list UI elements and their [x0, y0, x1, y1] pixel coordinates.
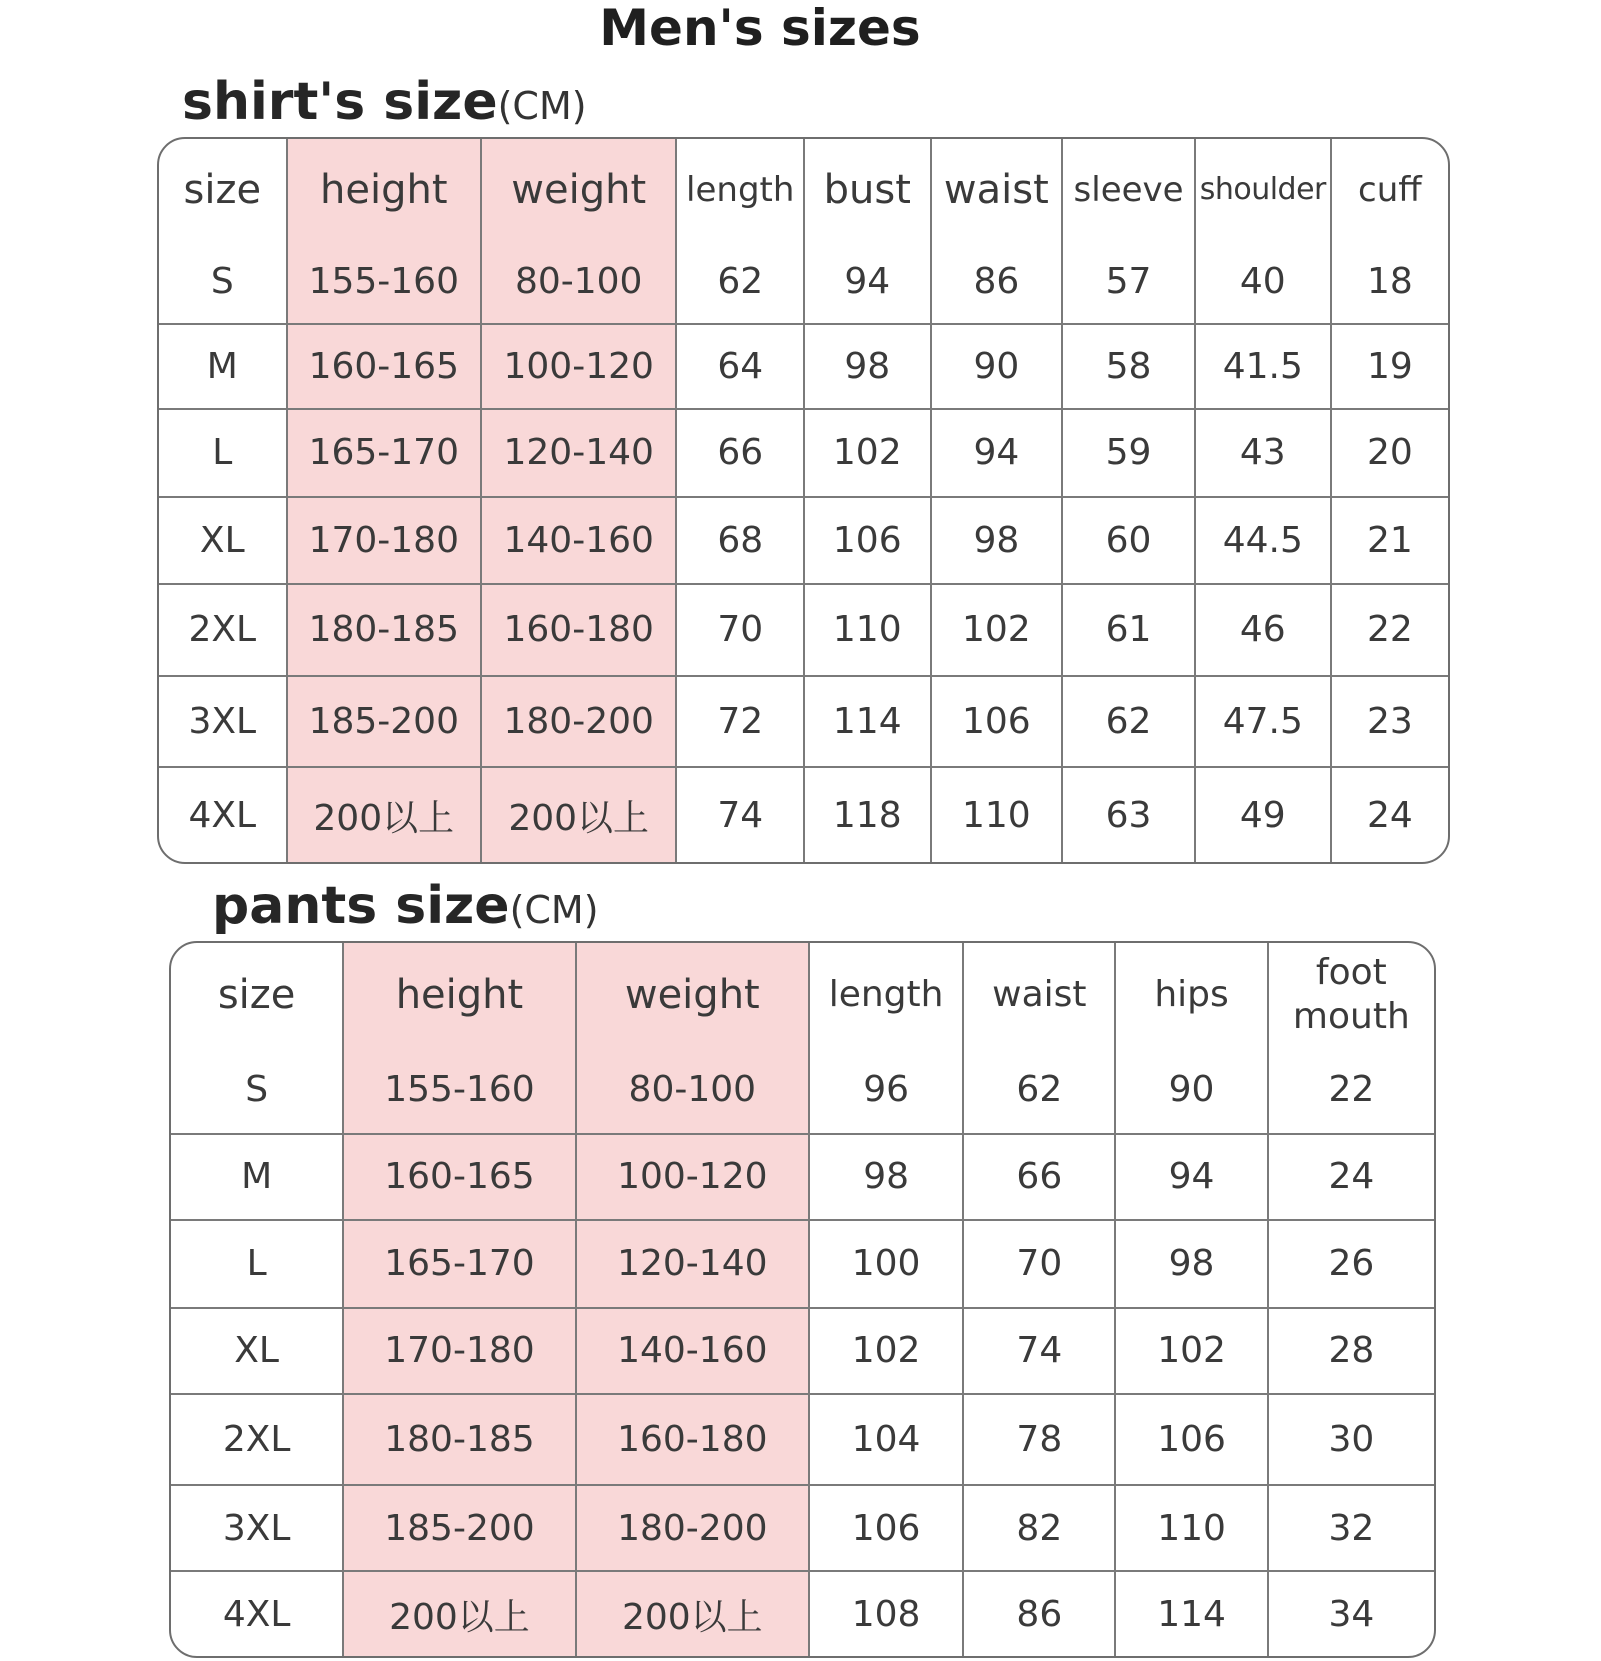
pants-header-hips: hips [1115, 943, 1267, 1047]
shirt-cell-shoulder: 49 [1195, 767, 1331, 862]
shirt-cell-sleeve: 59 [1062, 409, 1195, 497]
shirt-header-shoulder: shoulder [1195, 139, 1331, 240]
shirt-cell-size: M [159, 324, 287, 410]
pants-cell-hips: 114 [1115, 1571, 1267, 1656]
pants-row-4XL [171, 1571, 1434, 1656]
pants-row-3XL [171, 1485, 1434, 1572]
pants-cell-weight: 100-120 [576, 1134, 809, 1221]
shirt-header-bust: bust [804, 139, 931, 240]
shirt-cell-weight: 180-200 [481, 676, 676, 768]
shirt-cell-bust: 110 [804, 584, 931, 676]
shirt-size-table [159, 139, 1448, 862]
pants-cell-size: XL [171, 1308, 343, 1395]
pants-cell-foot-mouth: 24 [1268, 1134, 1434, 1221]
pants-row-S [171, 1047, 1434, 1134]
pants-header-waist: waist [963, 943, 1115, 1047]
pants-cell-length: 106 [809, 1485, 963, 1572]
shirt-cell-height: 165-170 [287, 409, 481, 497]
pants-cell-foot-mouth: 30 [1268, 1394, 1434, 1485]
shirt-cell-height: 180-185 [287, 584, 481, 676]
pants-unit-label: (CM) [509, 888, 599, 932]
pants-cell-hips: 102 [1115, 1308, 1267, 1395]
shirt-cell-height: 160-165 [287, 324, 481, 410]
shirt-cell-sleeve: 60 [1062, 497, 1195, 585]
pants-cell-length: 98 [809, 1134, 963, 1221]
shirt-cell-shoulder: 47.5 [1195, 676, 1331, 768]
shirt-cell-size: L [159, 409, 287, 497]
shirt-row-XL [159, 497, 1448, 585]
shirt-cell-size: S [159, 240, 287, 324]
pants-cell-height: 180-185 [343, 1394, 575, 1485]
shirt-cell-size: XL [159, 497, 287, 585]
pants-row-L [171, 1220, 1434, 1308]
pants-cell-waist: 86 [963, 1571, 1115, 1656]
shirt-cell-height: 155-160 [287, 240, 481, 324]
pants-row-2XL [171, 1394, 1434, 1485]
shirt-cell-length: 64 [676, 324, 804, 410]
shirt-cell-sleeve: 58 [1062, 324, 1195, 410]
pants-cell-weight: 180-200 [576, 1485, 809, 1572]
shirt-cell-cuff: 19 [1331, 324, 1448, 410]
shirt-cell-shoulder: 41.5 [1195, 324, 1331, 410]
pants-cell-height: 170-180 [343, 1308, 575, 1395]
shirt-header-waist: waist [931, 139, 1063, 240]
pants-header-height: height [343, 943, 575, 1047]
shirt-row-L [159, 409, 1448, 497]
shirt-cell-sleeve: 61 [1062, 584, 1195, 676]
shirt-row-3XL [159, 676, 1448, 768]
shirt-cell-size: 2XL [159, 584, 287, 676]
shirt-cell-weight: 200以上 [481, 767, 676, 862]
pants-cell-waist: 62 [963, 1047, 1115, 1134]
shirt-unit-label: (CM) [497, 84, 587, 128]
shirt-title-text: shirt's size [182, 72, 498, 132]
pants-header-weight: weight [576, 943, 809, 1047]
pants-header-size: size [171, 943, 343, 1047]
shirt-cell-weight: 100-120 [481, 324, 676, 410]
shirt-cell-bust: 118 [804, 767, 931, 862]
pants-cell-size: 2XL [171, 1394, 343, 1485]
pants-cell-size: S [171, 1047, 343, 1134]
shirt-cell-waist: 90 [931, 324, 1063, 410]
shirt-cell-length: 72 [676, 676, 804, 768]
pants-cell-waist: 70 [963, 1220, 1115, 1308]
shirt-cell-weight: 120-140 [481, 409, 676, 497]
shirt-cell-size: 3XL [159, 676, 287, 768]
shirt-header-height: height [287, 139, 481, 240]
shirt-cell-height: 170-180 [287, 497, 481, 585]
shirt-cell-bust: 98 [804, 324, 931, 410]
shirt-cell-height: 200以上 [287, 767, 481, 862]
shirt-header-size: size [159, 139, 287, 240]
pants-cell-height: 200以上 [343, 1571, 575, 1656]
pants-header-length: length [809, 943, 963, 1047]
pants-cell-foot-mouth: 26 [1268, 1220, 1434, 1308]
pants-cell-hips: 98 [1115, 1220, 1267, 1308]
shirt-cell-size: 4XL [159, 767, 287, 862]
page-title: Men's sizes [599, 0, 921, 57]
shirt-header-row [159, 139, 1448, 240]
shirt-cell-bust: 94 [804, 240, 931, 324]
shirt-cell-cuff: 23 [1331, 676, 1448, 768]
shirt-cell-shoulder: 43 [1195, 409, 1331, 497]
pants-cell-hips: 94 [1115, 1134, 1267, 1221]
pants-title-text: pants size [212, 876, 510, 936]
pants-size-table [171, 943, 1434, 1656]
shirt-cell-waist: 102 [931, 584, 1063, 676]
shirt-cell-shoulder: 44.5 [1195, 497, 1331, 585]
shirt-cell-cuff: 22 [1331, 584, 1448, 676]
shirt-header-weight: weight [481, 139, 676, 240]
shirt-header-length: length [676, 139, 804, 240]
pants-cell-weight: 120-140 [576, 1220, 809, 1308]
pants-cell-foot-mouth: 22 [1268, 1047, 1434, 1134]
pants-cell-hips: 90 [1115, 1047, 1267, 1134]
pants-cell-length: 96 [809, 1047, 963, 1134]
pants-cell-foot-mouth: 28 [1268, 1308, 1434, 1395]
shirt-cell-waist: 106 [931, 676, 1063, 768]
shirt-cell-length: 74 [676, 767, 804, 862]
shirt-cell-height: 185-200 [287, 676, 481, 768]
shirt-row-4XL [159, 767, 1448, 862]
pants-cell-size: 3XL [171, 1485, 343, 1572]
pants-cell-waist: 66 [963, 1134, 1115, 1221]
shirt-cell-sleeve: 63 [1062, 767, 1195, 862]
shirt-cell-waist: 98 [931, 497, 1063, 585]
shirt-cell-waist: 110 [931, 767, 1063, 862]
pants-cell-weight: 80-100 [576, 1047, 809, 1134]
shirt-cell-length: 62 [676, 240, 804, 324]
shirt-size-table-frame [157, 137, 1450, 864]
shirt-cell-cuff: 18 [1331, 240, 1448, 324]
pants-cell-size: L [171, 1220, 343, 1308]
pants-size-title [212, 876, 599, 940]
pants-header-row [171, 943, 1434, 1047]
shirt-size-title [182, 72, 587, 136]
shirt-cell-length: 68 [676, 497, 804, 585]
pants-cell-waist: 78 [963, 1394, 1115, 1485]
pants-cell-weight: 140-160 [576, 1308, 809, 1395]
shirt-cell-sleeve: 57 [1062, 240, 1195, 324]
pants-cell-size: M [171, 1134, 343, 1221]
pants-cell-height: 185-200 [343, 1485, 575, 1572]
pants-header-foot-mouth: foot mouth [1268, 943, 1434, 1047]
pants-cell-size: 4XL [171, 1571, 343, 1656]
pants-size-table-frame [169, 941, 1436, 1658]
shirt-cell-weight: 160-180 [481, 584, 676, 676]
shirt-cell-length: 66 [676, 409, 804, 497]
pants-cell-foot-mouth: 34 [1268, 1571, 1434, 1656]
pants-row-M [171, 1134, 1434, 1221]
shirt-cell-cuff: 20 [1331, 409, 1448, 497]
shirt-row-S [159, 240, 1448, 324]
pants-cell-height: 155-160 [343, 1047, 575, 1134]
shirt-row-M [159, 324, 1448, 410]
shirt-cell-waist: 94 [931, 409, 1063, 497]
shirt-cell-length: 70 [676, 584, 804, 676]
pants-cell-length: 100 [809, 1220, 963, 1308]
shirt-cell-cuff: 21 [1331, 497, 1448, 585]
pants-cell-waist: 74 [963, 1308, 1115, 1395]
pants-cell-hips: 106 [1115, 1394, 1267, 1485]
pants-row-XL [171, 1308, 1434, 1395]
shirt-cell-shoulder: 46 [1195, 584, 1331, 676]
shirt-cell-bust: 106 [804, 497, 931, 585]
shirt-header-sleeve: sleeve [1062, 139, 1195, 240]
pants-cell-hips: 110 [1115, 1485, 1267, 1572]
pants-cell-waist: 82 [963, 1485, 1115, 1572]
pants-cell-height: 160-165 [343, 1134, 575, 1221]
shirt-cell-waist: 86 [931, 240, 1063, 324]
shirt-cell-bust: 102 [804, 409, 931, 497]
pants-cell-weight: 160-180 [576, 1394, 809, 1485]
pants-cell-length: 104 [809, 1394, 963, 1485]
shirt-header-cuff: cuff [1331, 139, 1448, 240]
pants-cell-height: 165-170 [343, 1220, 575, 1308]
shirt-cell-shoulder: 40 [1195, 240, 1331, 324]
pants-cell-weight: 200以上 [576, 1571, 809, 1656]
pants-cell-length: 102 [809, 1308, 963, 1395]
pants-cell-foot-mouth: 32 [1268, 1485, 1434, 1572]
shirt-cell-bust: 114 [804, 676, 931, 768]
shirt-cell-cuff: 24 [1331, 767, 1448, 862]
shirt-cell-weight: 140-160 [481, 497, 676, 585]
shirt-cell-sleeve: 62 [1062, 676, 1195, 768]
shirt-cell-weight: 80-100 [481, 240, 676, 324]
pants-cell-length: 108 [809, 1571, 963, 1656]
shirt-row-2XL [159, 584, 1448, 676]
